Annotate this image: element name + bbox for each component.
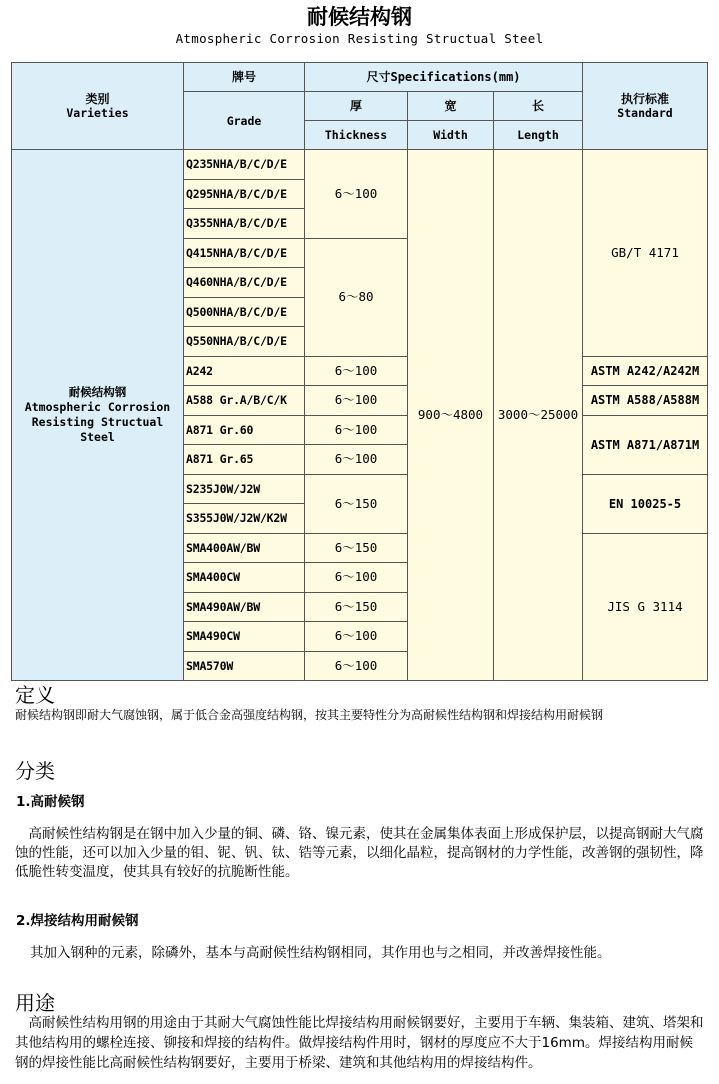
thickness-cell: 6～80 — [305, 238, 408, 356]
grade-cell: Q460NHA/B/C/D/E — [184, 268, 305, 298]
length-cell: 3000～25000 — [494, 150, 583, 681]
standard-cell: ASTM A242/A242M — [583, 356, 708, 386]
grade-cell: SMA400CW — [184, 563, 305, 593]
grade-cell: Q295NHA/B/C/D/E — [184, 179, 305, 209]
header-width-en: Width — [408, 121, 494, 150]
thickness-cell: 6～100 — [305, 150, 408, 239]
header-spec: 尺寸Specifications(mm) — [305, 63, 583, 92]
thickness-cell: 6～100 — [305, 622, 408, 652]
usage-title: 用途 — [15, 991, 55, 1015]
classification-sub2-title: 2.焊接结构用耐候钢 — [16, 913, 139, 929]
grade-cell: SMA490CW — [184, 622, 305, 652]
thickness-cell: 6～100 — [305, 356, 408, 386]
header-length-en: Length — [494, 121, 583, 150]
grade-cell: A242 — [184, 356, 305, 386]
header-length-cn: 长 — [494, 92, 583, 121]
category-en-line2: Resisting Structual — [31, 415, 164, 429]
definition-text: 耐候结构钢即耐大气腐蚀钢，属于低合金高强度结构钢，按其主要特性分为高耐候性结构钢和焊接结构用耐候钢 — [15, 708, 604, 722]
thickness-cell: 6～100 — [305, 386, 408, 416]
grade-cell: A871 Gr.65 — [184, 445, 305, 475]
standard-cell: EN 10025-5 — [583, 474, 708, 533]
classification-sub1-text: 高耐候性结构钢是在钢中加入少量的铜、磷、铬、镍元素，使其在金属集体表面上形成保护层，以提高钢耐大气腐蚀的性能，还可以加入少量的钼、铌、钒、钛、锆等元素，以细化晶粒，提高钢材的力学性能，改善钢的强韧性，降低脆性转变温度，使其具有较好的抗脆断性能。 — [15, 826, 704, 880]
usage-text: 高耐候性结构用钢的用途由于其耐大气腐蚀性能比焊接结构用耐候钢要好，主要用于车辆、集装箱、建筑、塔架和其他结构用的螺栓连接、铆接和焊接的结构件。做焊接结构件用时，钢材的厚度应不大于16mm。焊接结构用耐候钢的焊接性能比高耐候性结构钢要好，主要用于桥梁、建筑和其他结构用的焊接结构件。 — [15, 1015, 704, 1071]
category-en-line3: Steel — [80, 430, 115, 444]
definition-title: 定义 — [15, 683, 55, 707]
header-category-cn: 类别 — [85, 92, 110, 106]
thickness-cell: 6～150 — [305, 533, 408, 563]
grade-cell: SMA400AW/BW — [184, 533, 305, 563]
grade-cell: Q415NHA/B/C/D/E — [184, 238, 305, 268]
grade-cell: SMA570W — [184, 651, 305, 681]
header-standard-en: Standard — [617, 106, 673, 120]
thickness-cell: 6～150 — [305, 592, 408, 622]
grade-cell: Q500NHA/B/C/D/E — [184, 297, 305, 327]
standard-cell: JIS G 3114 — [583, 533, 708, 681]
grade-cell: S235J0W/J2W — [184, 474, 305, 504]
thickness-cell: 6～150 — [305, 474, 408, 533]
page-subtitle: Atmospheric Corrosion Resisting Structual Steel — [175, 31, 544, 46]
width-cell: 900～4800 — [408, 150, 494, 681]
classification-sub2-text: 其加入钢种的元素，除磷外，基本与高耐候性结构钢相同，其作用也与之相同，并改善焊接性能。 — [30, 945, 611, 961]
header-category — [12, 63, 184, 150]
thickness-cell: 6～100 — [305, 563, 408, 593]
classification-sub1-title: 1.高耐候钢 — [16, 794, 85, 810]
standard-cell: ASTM A588/A588M — [583, 386, 708, 416]
thickness-cell: 6～100 — [305, 651, 408, 681]
header-thickness-en: Thickness — [305, 121, 408, 150]
header-grade-cn: 牌号 — [184, 63, 305, 92]
thickness-cell: 6～100 — [305, 445, 408, 475]
grade-cell: Q550NHA/B/C/D/E — [184, 327, 305, 357]
grade-cell: Q235NHA/B/C/D/E — [184, 150, 305, 180]
grade-cell: SMA490AW/BW — [184, 592, 305, 622]
grade-cell: Q355NHA/B/C/D/E — [184, 209, 305, 239]
specs-table — [11, 62, 708, 681]
thickness-cell: 6～100 — [305, 415, 408, 445]
grade-cell: A871 Gr.60 — [184, 415, 305, 445]
category-en-line1: Atmospheric Corrosion — [24, 400, 171, 414]
header-standard-cn: 执行标准 — [620, 92, 669, 106]
header-category-en: Varieties — [66, 106, 129, 120]
standard-cell: GB/T 4171 — [583, 150, 708, 357]
standard-cell: ASTM A871/A871M — [583, 415, 708, 474]
category-cn: 耐候结构钢 — [68, 385, 127, 399]
page-title: 耐候结构钢 — [307, 4, 412, 29]
header-standard — [583, 63, 708, 150]
category-cell — [12, 150, 184, 681]
header-width-cn: 宽 — [408, 92, 494, 121]
header-thickness-cn: 厚 — [305, 92, 408, 121]
grade-cell: A588 Gr.A/B/C/K — [184, 386, 305, 416]
grade-cell: S355J0W/J2W/K2W — [184, 504, 305, 534]
header-grade-en: Grade — [184, 92, 305, 150]
classification-title: 分类 — [15, 759, 55, 783]
